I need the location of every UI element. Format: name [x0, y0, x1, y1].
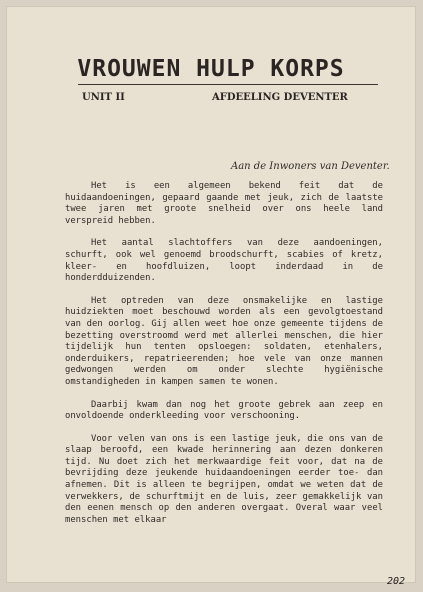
header-divider [78, 84, 378, 85]
paragraph: Het is een algemeen bekend feit dat de huidaandoeningen, gepaard gaande met jeuk, zich de laatste twee jaren met groote snelheid over ons heele land verspreid hebben. [65, 181, 383, 226]
paragraph: Voor velen van ons is een lastige jeuk, die ons van de slaap beroofd, een kwade herinnering aan dezen donkeren tijd. Nu doet zich het merkwaardige feit voor, dat na de bevrijding deze jeukende huidaandoeningen eerder toe- dan afnemen. Dit is alleen te begrijpen, omdat we weten dat de verwekkers, de schurftmijt en de luis, zeer gemakkelijk van den eenen mensch op den anderen overgaat. Overal waar veel menschen met elkaar [65, 433, 383, 525]
salutation: Aan de Inwoners van Deventer. [231, 161, 390, 172]
document-body [65, 181, 383, 526]
paragraph: Het optreden van deze onsmakelijke en lastige huidziekten moet beschouwd worden als een gevolgtoestand van den oorlog. Gij allen weet hoe onze gemeente tijdens de bezetting overstroomd werd met allerlei menschen, die hier tijdelijk hun tenten opsloegen: soldaten, etenhalers, onderduikers, repatrieerenden; hoe vele van onze mannen gedwongen werden om onder slechte hygiënische omstandigheden in kampen samen te wonen. [65, 295, 383, 387]
department-label: AFDEELING DEVENTER [212, 92, 348, 103]
unit-label: UNIT II [82, 92, 125, 103]
paragraph: Het aantal slachtoffers van deze aandoeningen, schurft, ook wel genoemd broodschurft, scabies of kretz, kleer- en hoofdluizen, loopt inderdaad in de honderdduizenden. [65, 238, 383, 284]
document-sheet [6, 6, 416, 583]
paragraph: Daarbij kwam dan nog het groote gebrek aan zeep en onvoldoende onderkleeding voor verschooning. [65, 399, 383, 422]
page-number: 202 [386, 576, 405, 587]
organization-title: VROUWEN HULP KORPS [77, 56, 345, 82]
